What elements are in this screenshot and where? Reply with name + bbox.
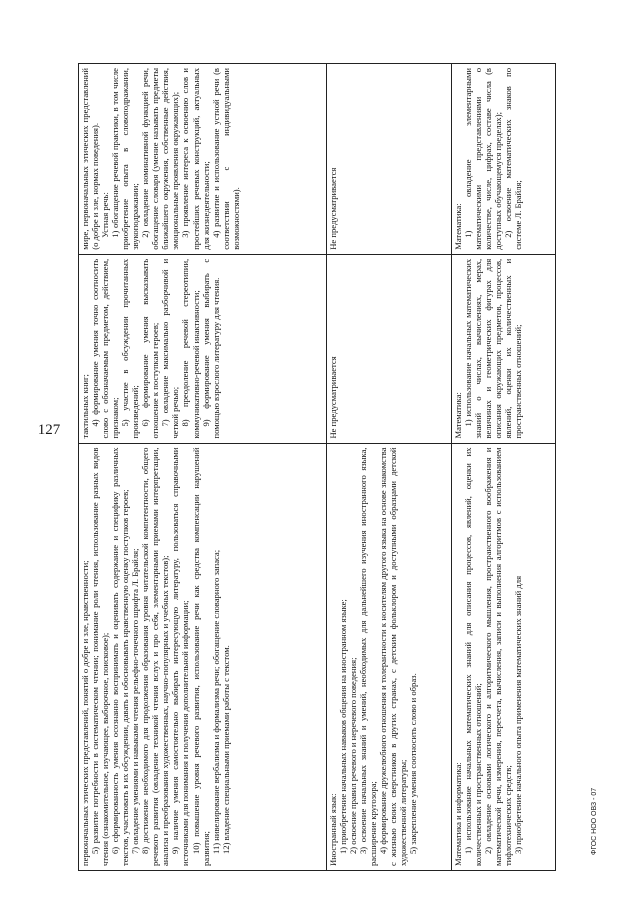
- cell-text: Математика и информатика:: [453, 762, 463, 866]
- cell-text: Не предусматривается: [328, 356, 338, 439]
- cell-text: 3) приобретение начального опыта применения математических знаний для: [513, 575, 524, 854]
- cell-text: 4) развитие и использование устной речи (в соответствии с индивидуальными возможностями).: [210, 68, 241, 250]
- table-cell: [452, 254, 556, 443]
- cell-text: 9) наличие умения самостоятельно выбирать интересующую литературу, пользоваться справочными источниками для понимания и получения дополнительной информации;: [170, 447, 191, 866]
- table-cell: [327, 254, 452, 443]
- table-sheet: [78, 63, 555, 871]
- cell-text: 3) освоение начальных знаний и умений, необходимых для дальнейшего изучения иностранного языка, расширение кругозора;: [358, 447, 379, 866]
- standards-table: [78, 63, 556, 871]
- cell-text: 1) использование начальных математических знаний о числах, вычислениях, мерах, величинах и геометрических фигурах для описания окружающих предметов, процессов, явлений, оценки их количественных и пространственных отношений;: [463, 258, 524, 439]
- cell-text: 8) достижение необходимого для продолжения образования уровня читательской компетентности, общего речевого развития (овладение техникой чтения вслух и про себя, элементарными приемами интерпретации, анализа и преобразования художественных, научно-популярных и учебных текстов);: [140, 447, 171, 866]
- cell-text: Устная речь:: [100, 192, 111, 238]
- page-number: 127: [37, 422, 61, 438]
- cell-text: 2) овладение основами логического и алгоритмического мышления, пространственного воображения и математической речи, измерения, пересчета, вычисления, записи и выполнения алгоритмов с использованием тифлотехнических средств;: [483, 447, 514, 866]
- table-cell: [327, 64, 452, 255]
- cell-text: 11) нивелирование вербализма и формализма речи; обогащение словарного запаса;: [210, 549, 221, 854]
- cell-text: 10) повышение уровня речевого развития, использование речи как средства компенсации нарушений развития;: [190, 447, 211, 866]
- rotated-table-frame: [78, 63, 555, 871]
- cell-text: 5) закрепление умения соотносить слово и образ.: [408, 673, 419, 854]
- cell-text: 6) формирование умения высказывать отношение к поступкам героев;: [140, 258, 161, 439]
- cell-text: Математика:: [453, 392, 463, 439]
- cell-text: 3) проявление интереса к освоению слов и простейших речевых конструкций, актуальных для жизнедеятельности;: [180, 68, 211, 250]
- table-cell: [79, 64, 327, 255]
- cell-text: мире, первоначальных этических представлений (о добре и зле, нормах поведения).: [80, 68, 101, 250]
- table-row: [327, 64, 452, 871]
- table-cell: [79, 254, 327, 443]
- cell-text: 1) обогащение речевой практики, в том числе приобретение опыта в словоподражании, звукоподражании;: [110, 68, 141, 250]
- cell-text: Иностранный язык:: [328, 793, 338, 866]
- table-cell: [452, 443, 556, 870]
- cell-text: первоначальных этических представлений, понятий о добре и зле, нравственности;: [80, 560, 90, 866]
- cell-text: 7) овладение умениями и навыками чтения рельефно-точечного шрифта Л. Брайля;: [130, 548, 141, 854]
- table-cell: [452, 64, 556, 255]
- cell-text: 4) формирование умения точно соотносить слово с обозначаемым предметом, действием, признаком;: [90, 258, 121, 439]
- cell-text: Не предусматривается: [328, 167, 338, 250]
- cell-text: 1) овладение элементарными математическими представлениями о количестве, числе, цифрах, составе числа (в доступных обучающемуся пределах);: [463, 68, 504, 250]
- cell-text: Математика:: [453, 203, 463, 250]
- cell-text: 8) преодоление речевой стереотипии, коммуникативно-речевой инактивности;: [180, 258, 201, 439]
- table-row: [79, 64, 327, 871]
- table-row: [452, 64, 556, 871]
- table-cell: [79, 443, 327, 870]
- cell-text: 2) освоение математических знаков по системе Л. Брайля;: [503, 68, 524, 250]
- footer-code: ФГОС НОО ОВЗ - 07: [591, 787, 598, 855]
- cell-text: 4) формирование дружелюбного отношения и толерантности к носителям другого языка на основе знакомства с жизнью своих сверстников в других странах, с детским фольклором и доступными образцами детской художественной литературы;: [378, 447, 409, 866]
- cell-text: 5) участие в обсуждении прочитанных произведений;: [120, 258, 141, 439]
- cell-text: 12) владение специальными приемами работы с текстом.: [220, 645, 231, 854]
- cell-text: 9) формирование умения выбирать с помощью взрослого литературу для чтения.: [200, 258, 221, 439]
- table-cell: [327, 443, 452, 870]
- cell-text: 2) овладение номинативной функцией речи, обогащение словаря (умение называть предметы ближайшего окружения, собственные действия, эмоциональные проявления окружающих);: [140, 68, 181, 250]
- cell-text: 6) сформированность умения осознанно воспринимать и оценивать содержание и специфику различных текстов, участвовать в их обсуждении, давать и обосновывать нравственную оценку поступков героев;: [110, 447, 131, 866]
- cell-text: 2) освоение правил речевого и неречевого поведения;: [348, 657, 359, 854]
- cell-text: 5) развитие потребности в систематическом чтении; понимание роли чтения, использование разных видов чтения (ознакомительное, изучающее, выборочное, поисковое);: [90, 447, 111, 866]
- cell-text: 1) использование начальных математических знаний для описания процессов, явлений, оценки их количественных и пространственных отношений;: [463, 447, 484, 866]
- cell-text: 7) овладение максимально разборчивой и четкой речью;: [160, 258, 181, 439]
- cell-text: тактильных книг;: [80, 374, 90, 439]
- cell-text: 1) приобретение начальных навыков общения на иностранном языке;: [338, 599, 349, 854]
